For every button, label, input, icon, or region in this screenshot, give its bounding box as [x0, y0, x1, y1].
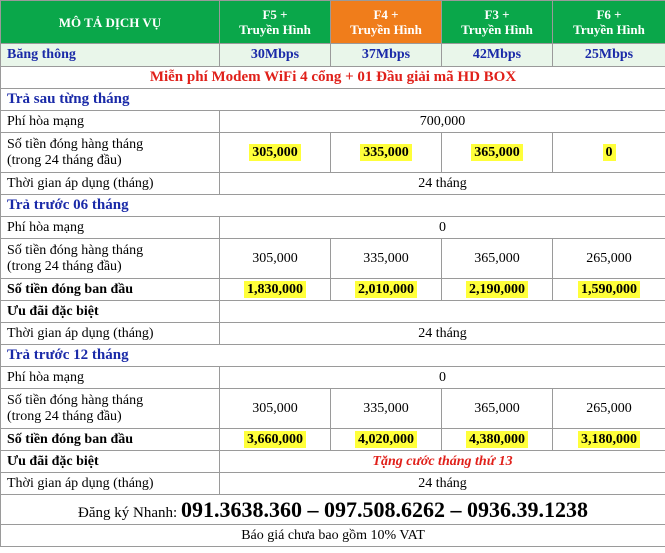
bandwidth-value: 42Mbps: [442, 44, 553, 67]
initial-payment-value: 4,380,000: [442, 429, 553, 451]
setup-fee-label: Phí hòa mạng: [1, 217, 220, 239]
setup-fee-value: 0: [220, 367, 665, 389]
section-title-prepay6: Trả trước 06 tháng: [1, 195, 665, 217]
table-row: [1, 429, 665, 451]
table-row: [1, 301, 665, 323]
monthly-payment-value: 305,000: [220, 133, 331, 173]
section-title-prepay12: Trả trước 12 tháng: [1, 345, 665, 367]
bandwidth-value: 30Mbps: [220, 44, 331, 67]
initial-payment-value: 2,010,000: [331, 279, 442, 301]
special-offer-label: Ưu đãi đặc biệt: [1, 451, 220, 473]
monthly-payment-value: 365,000: [442, 389, 553, 429]
register-row: [1, 495, 665, 525]
vat-note: Báo giá chưa bao gồm 10% VAT: [1, 525, 665, 547]
monthly-payment-value: 365,000: [442, 133, 553, 173]
initial-payment-label: Số tiền đóng ban đầu: [1, 429, 220, 451]
period-label: Thời gian áp dụng (tháng): [1, 173, 220, 195]
initial-payment-value: 1,830,000: [220, 279, 331, 301]
special-offer-label: Ưu đãi đặc biệt: [1, 301, 220, 323]
note-row: [1, 525, 665, 547]
table-row: [1, 367, 665, 389]
initial-payment-value: 4,020,000: [331, 429, 442, 451]
initial-payment-value: 3,660,000: [220, 429, 331, 451]
setup-fee-value: 700,000: [220, 111, 665, 133]
monthly-payment-label: Số tiền đóng hàng tháng (trong 24 tháng đầu): [1, 133, 220, 173]
bandwidth-row: [1, 44, 665, 67]
bandwidth-label: Băng thông: [1, 44, 220, 67]
section-row: [1, 89, 665, 111]
initial-payment-value: 1,590,000: [553, 279, 665, 301]
table-row: [1, 217, 665, 239]
setup-fee-label: Phí hòa mạng: [1, 111, 220, 133]
monthly-payment-value: 265,000: [553, 239, 665, 279]
promo-row: [1, 67, 665, 89]
table-row: [1, 323, 665, 345]
period-value: 24 tháng: [220, 473, 665, 495]
monthly-payment-value: 335,000: [331, 239, 442, 279]
monthly-payment-label: Số tiền đóng hàng tháng (trong 24 tháng đầu): [1, 239, 220, 279]
section-title-monthly: Trả sau từng tháng: [1, 89, 665, 111]
monthly-payment-value: 365,000: [442, 239, 553, 279]
monthly-payment-label: Số tiền đóng hàng tháng (trong 24 tháng đầu): [1, 389, 220, 429]
period-value: 24 tháng: [220, 323, 665, 345]
period-label: Thời gian áp dụng (tháng): [1, 473, 220, 495]
plan-header-f3: F3 + Truyền Hình: [442, 1, 553, 44]
section-row: [1, 345, 665, 367]
monthly-payment-value: 335,000: [331, 389, 442, 429]
table-row: [1, 111, 665, 133]
register-label: Đăng ký Nhanh:: [78, 504, 178, 521]
period-value: 24 tháng: [220, 173, 665, 195]
initial-payment-value: 2,190,000: [442, 279, 553, 301]
plan-header-f4: F4 + Truyền Hình: [331, 1, 442, 44]
hotline-numbers: 091.3638.360 – 097.508.6262 – 0936.39.1238: [180, 496, 588, 522]
table-row: [1, 451, 665, 473]
section-row: [1, 195, 665, 217]
plan-header-f6: F6 + Truyền Hình: [553, 1, 665, 44]
bandwidth-value: 37Mbps: [331, 44, 442, 67]
header-description: MÔ TẢ DỊCH VỤ: [1, 1, 220, 44]
period-label: Thời gian áp dụng (tháng): [1, 323, 220, 345]
monthly-payment-value: 265,000: [553, 389, 665, 429]
table-row: [1, 239, 665, 279]
table-row: [1, 173, 665, 195]
monthly-payment-value: 335,000: [331, 133, 442, 173]
initial-payment-label: Số tiền đóng ban đầu: [1, 279, 220, 301]
monthly-payment-value: 305,000: [220, 239, 331, 279]
bandwidth-value: 25Mbps: [553, 44, 665, 67]
plan-header-f5: F5 + Truyền Hình: [220, 1, 331, 44]
register-hotline: [1, 495, 665, 525]
monthly-payment-value: 305,000: [220, 389, 331, 429]
setup-fee-label: Phí hòa mạng: [1, 367, 220, 389]
special-offer-value: [220, 301, 665, 323]
special-offer-value: Tặng cước tháng thứ 13: [220, 451, 665, 473]
header-row: [1, 1, 665, 44]
promo-text: Miễn phí Modem WiFi 4 cổng + 01 Đầu giải mã HD BOX: [1, 67, 665, 89]
monthly-payment-value: 0: [553, 133, 665, 173]
table-row: [1, 133, 665, 173]
setup-fee-value: 0: [220, 217, 665, 239]
table-row: [1, 389, 665, 429]
table-row: [1, 279, 665, 301]
table-row: [1, 473, 665, 495]
initial-payment-value: 3,180,000: [553, 429, 665, 451]
